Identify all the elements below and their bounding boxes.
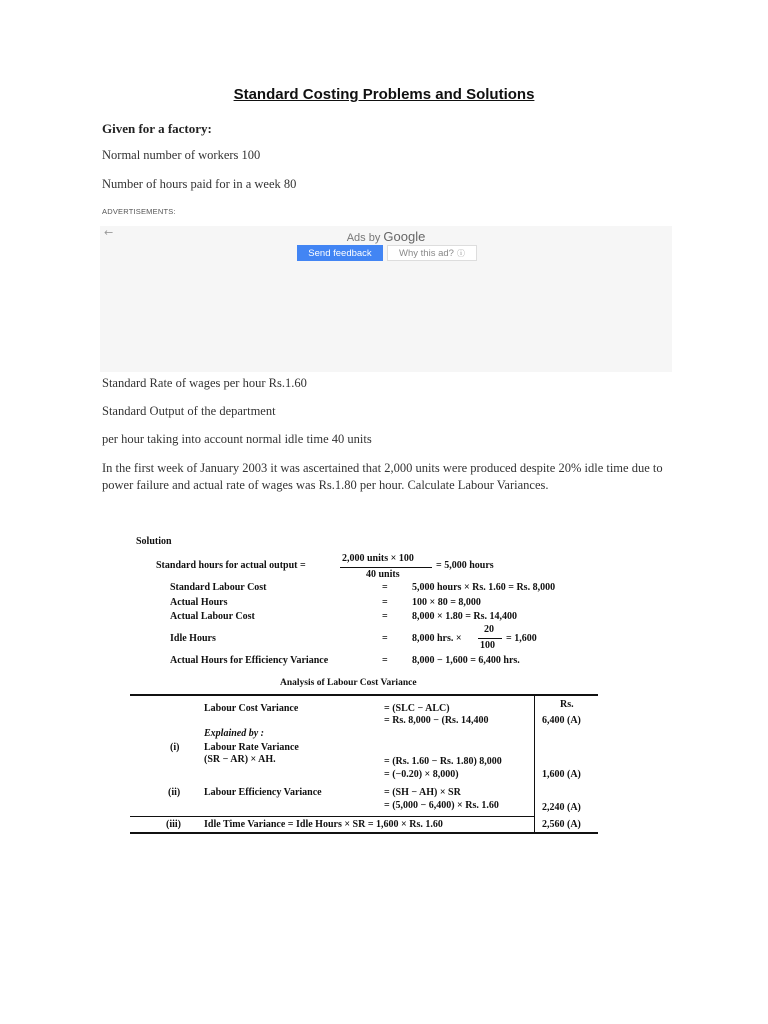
table-column-rule <box>534 696 535 832</box>
idle-denominator: 100 <box>480 640 495 651</box>
rate-variance-line2: = (−0.20) × 8,000) <box>384 769 459 780</box>
row-value: 8,000 × 1.80 = Rs. 14,400 <box>412 611 518 622</box>
rate-variance-label: Labour Rate Variance <box>204 742 299 753</box>
ads-by-google <box>100 229 672 244</box>
idle-time-variance: Idle Time Variance = Idle Hours × SR = 1,600 × Rs. 1.60 <box>204 819 443 830</box>
idle-numerator: 20 <box>484 624 494 635</box>
eff-hours-value: 8,000 − 1,600 = 6,400 hrs. <box>412 655 520 666</box>
info-icon: ⓘ <box>456 248 465 258</box>
item-number: (ii) <box>168 787 181 798</box>
lcv-line2: = Rs. 8,000 − (Rs. 14,400 <box>384 715 489 726</box>
rate-variance-line1: = (Rs. 1.60 − Rs. 1.80) 8,000 <box>384 756 502 767</box>
rate-variance-value: 1,600 (A) <box>542 769 581 780</box>
page-title: Standard Costing Problems and Solutions <box>233 86 535 103</box>
row-label: Actual Hours <box>170 597 228 608</box>
advertisements-label: ADVERTISEMENTS: <box>102 207 176 216</box>
why-this-ad-label: Why this ad? <box>399 247 454 259</box>
row-eq: = <box>382 597 388 608</box>
efficiency-variance-value: 2,240 (A) <box>542 802 581 813</box>
table-inner-rule <box>130 816 534 817</box>
eff-hours-label: Actual Hours for Efficiency Variance <box>170 655 329 666</box>
text-line-std-output: Standard Output of the department <box>102 404 276 418</box>
solution-block <box>130 536 600 846</box>
lcv-value: 6,400 (A) <box>542 715 581 726</box>
solution-heading: Solution <box>136 536 172 547</box>
item-number: (iii) <box>166 819 181 830</box>
item-number: (i) <box>170 742 180 753</box>
rate-variance-formula: (SR − AR) × AH. <box>204 754 276 765</box>
std-hours-numerator: 2,000 units × 100 <box>342 553 414 564</box>
text-line-std-rate: Standard Rate of wages per hour Rs.1.60 <box>102 376 307 390</box>
table-bottom-rule <box>130 832 598 834</box>
row-value: 5,000 hours × Rs. 1.60 = Rs. 8,000 <box>412 582 556 593</box>
std-hours-label: Standard hours for actual output = <box>156 560 306 571</box>
google-logo: Google <box>383 229 426 244</box>
analysis-title: Analysis of Labour Cost Variance <box>280 678 417 688</box>
text-line-workers: Normal number of workers 100 <box>102 148 261 162</box>
ads-by-label: Ads by <box>346 232 381 244</box>
efficiency-variance-label: Labour Efficiency Variance <box>204 787 322 798</box>
idle-hours-pre: 8,000 hrs. × <box>412 633 462 644</box>
eff-hours-eq: = <box>382 655 388 666</box>
send-feedback-button[interactable]: Send feedback <box>297 245 383 261</box>
idle-time-variance-value: 2,560 (A) <box>542 819 581 830</box>
fraction-bar <box>340 567 432 568</box>
efficiency-variance-line2: = (5,000 − 6,400) × Rs. 1.60 <box>384 800 499 811</box>
lcv-label: Labour Cost Variance <box>204 703 299 714</box>
fraction-bar <box>478 638 502 639</box>
explained-by: Explained by : <box>204 728 264 739</box>
rs-header: Rs. <box>560 699 574 710</box>
idle-result: = 1,600 <box>506 633 537 644</box>
ad-container[interactable] <box>100 226 672 372</box>
row-label: Actual Labour Cost <box>170 611 255 622</box>
std-hours-denominator: 40 units <box>366 569 400 580</box>
text-line-hours-paid: Number of hours paid for in a week 80 <box>102 177 297 191</box>
std-hours-result: = 5,000 hours <box>436 560 494 571</box>
table-top-rule <box>130 694 598 696</box>
why-this-ad-button[interactable] <box>387 245 477 261</box>
idle-hours-label: Idle Hours <box>170 633 216 644</box>
row-label: Standard Labour Cost <box>170 582 267 593</box>
row-eq: = <box>382 582 388 593</box>
row-value: 100 × 80 = 8,000 <box>412 597 481 608</box>
row-eq: = <box>382 611 388 622</box>
back-arrow-icon[interactable]: ← <box>104 226 114 239</box>
idle-hours-eq: = <box>382 633 388 644</box>
problem-paragraph: In the first week of January 2003 it was ascertained that 2,000 units were produced despite 20% idle time due to power failure and actual rate of wages was Rs.1.80 per hour. Calculate Labour Variances. <box>102 461 663 492</box>
lcv-line1: = (SLC − ALC) <box>384 703 450 714</box>
efficiency-variance-line1: = (SH − AH) × SR <box>384 787 461 798</box>
text-line-per-hour: per hour taking into account normal idle time 40 units <box>102 432 372 446</box>
given-heading: Given for a factory: <box>102 121 212 136</box>
